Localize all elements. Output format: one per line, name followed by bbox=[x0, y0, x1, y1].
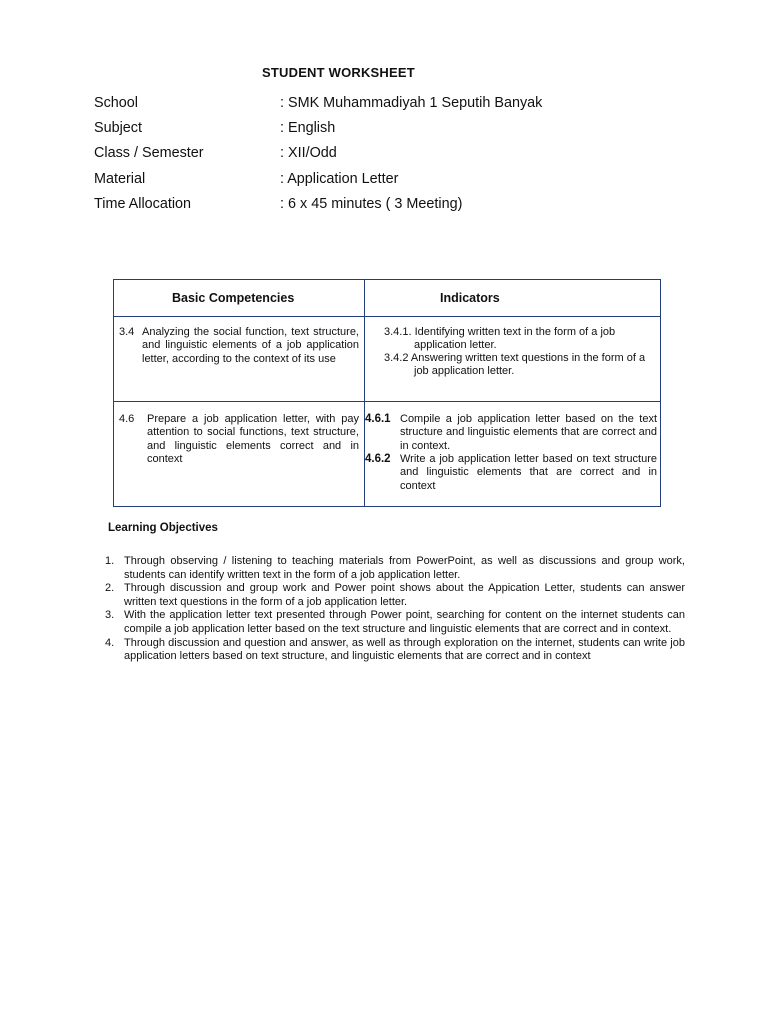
info-label: Time Allocation bbox=[94, 195, 192, 212]
info-row-school bbox=[94, 95, 654, 120]
info-value: : Application Letter bbox=[280, 170, 399, 187]
list-item bbox=[105, 555, 685, 582]
info-label: Class / Semester bbox=[94, 145, 204, 162]
list-item bbox=[105, 582, 685, 609]
indicator-3-4-2 bbox=[384, 352, 657, 379]
competency-text: Prepare a job application letter, with pay attention to social functions, text structure, and linguistic elements correct and in context bbox=[147, 413, 359, 465]
info-block bbox=[94, 95, 654, 221]
competency-table bbox=[113, 279, 661, 507]
info-value: : 6 x 45 minutes ( 3 Meeting) bbox=[280, 195, 463, 212]
learning-objectives-title: Learning Objectives bbox=[108, 522, 218, 534]
competency-number: 3.4 bbox=[119, 326, 135, 338]
indicator-text: Identifying written text in the form of a job application letter. bbox=[414, 326, 616, 352]
table-header-divider bbox=[114, 316, 660, 317]
indicator-text: Write a job application letter based on text structure and linguistic elements that are correct and in context bbox=[400, 453, 657, 492]
list-number: 4. bbox=[105, 636, 115, 649]
table-row-divider bbox=[114, 401, 660, 402]
learning-objectives-list bbox=[105, 555, 685, 664]
info-value: : SMK Muhammadiyah 1 Seputih Banyak bbox=[280, 95, 543, 111]
competency-3-4 bbox=[119, 326, 359, 366]
list-number: 2. bbox=[105, 582, 115, 595]
competency-4-6 bbox=[119, 413, 359, 466]
info-value: : English bbox=[280, 120, 336, 137]
list-text: With the application letter text presented through Power point, searching for content on the internet students can compile a job application letter based on the text structure and linguistic elements that are correct and in context. bbox=[124, 609, 685, 635]
indicator-text: Compile a job application letter based on the text structure and linguistic elements that are correct and in context. bbox=[400, 413, 657, 452]
list-text: Through observing / listening to teaching materials from PowerPoint, as well as discussions and group work, students can identify written text in the form of a job application letter. bbox=[124, 555, 685, 581]
indicator-text: Answering written text questions in the form of a job application letter. bbox=[410, 352, 646, 378]
list-item bbox=[105, 637, 685, 664]
indicator-4-6-1 bbox=[365, 413, 657, 453]
info-row-time-allocation bbox=[94, 196, 654, 221]
header-indicators: Indicators bbox=[440, 291, 500, 305]
list-text: Through discussion and question and answer, as well as through exploration on the internet, students can write job application letters based on text structure, and linguistic elements that are correct and in context bbox=[124, 636, 685, 663]
list-text: Through discussion and group work and Power point shows about the Appication Letter, students can answer written text questions in the form of a job application letter. bbox=[124, 582, 685, 608]
indicator-number: 4.6.1 bbox=[365, 413, 391, 425]
info-label: School bbox=[94, 95, 139, 111]
info-label: Material bbox=[94, 170, 146, 187]
info-row-subject bbox=[94, 120, 654, 145]
worksheet-title: STUDENT WORKSHEET bbox=[262, 65, 415, 80]
list-item bbox=[105, 609, 685, 636]
info-row-class-semester bbox=[94, 145, 654, 170]
indicator-3-4-1 bbox=[384, 326, 657, 353]
competency-number: 4.6 bbox=[119, 413, 135, 425]
info-value: : XII/Odd bbox=[280, 145, 337, 162]
indicator-number: 4.6.2 bbox=[365, 453, 391, 465]
list-number: 1. bbox=[105, 555, 115, 567]
competency-text: Analyzing the social function, text structure, and linguistic elements of a job application letter, according to the context of its use bbox=[142, 326, 359, 365]
info-row-material bbox=[94, 171, 654, 196]
indicator-number: 3.4.1. bbox=[384, 326, 412, 338]
header-basic-competencies: Basic Competencies bbox=[172, 291, 295, 305]
indicator-4-6-2 bbox=[365, 453, 657, 493]
list-number: 3. bbox=[105, 609, 115, 622]
indicator-number: 3.4.2 bbox=[384, 352, 409, 364]
info-label: Subject bbox=[94, 120, 142, 137]
